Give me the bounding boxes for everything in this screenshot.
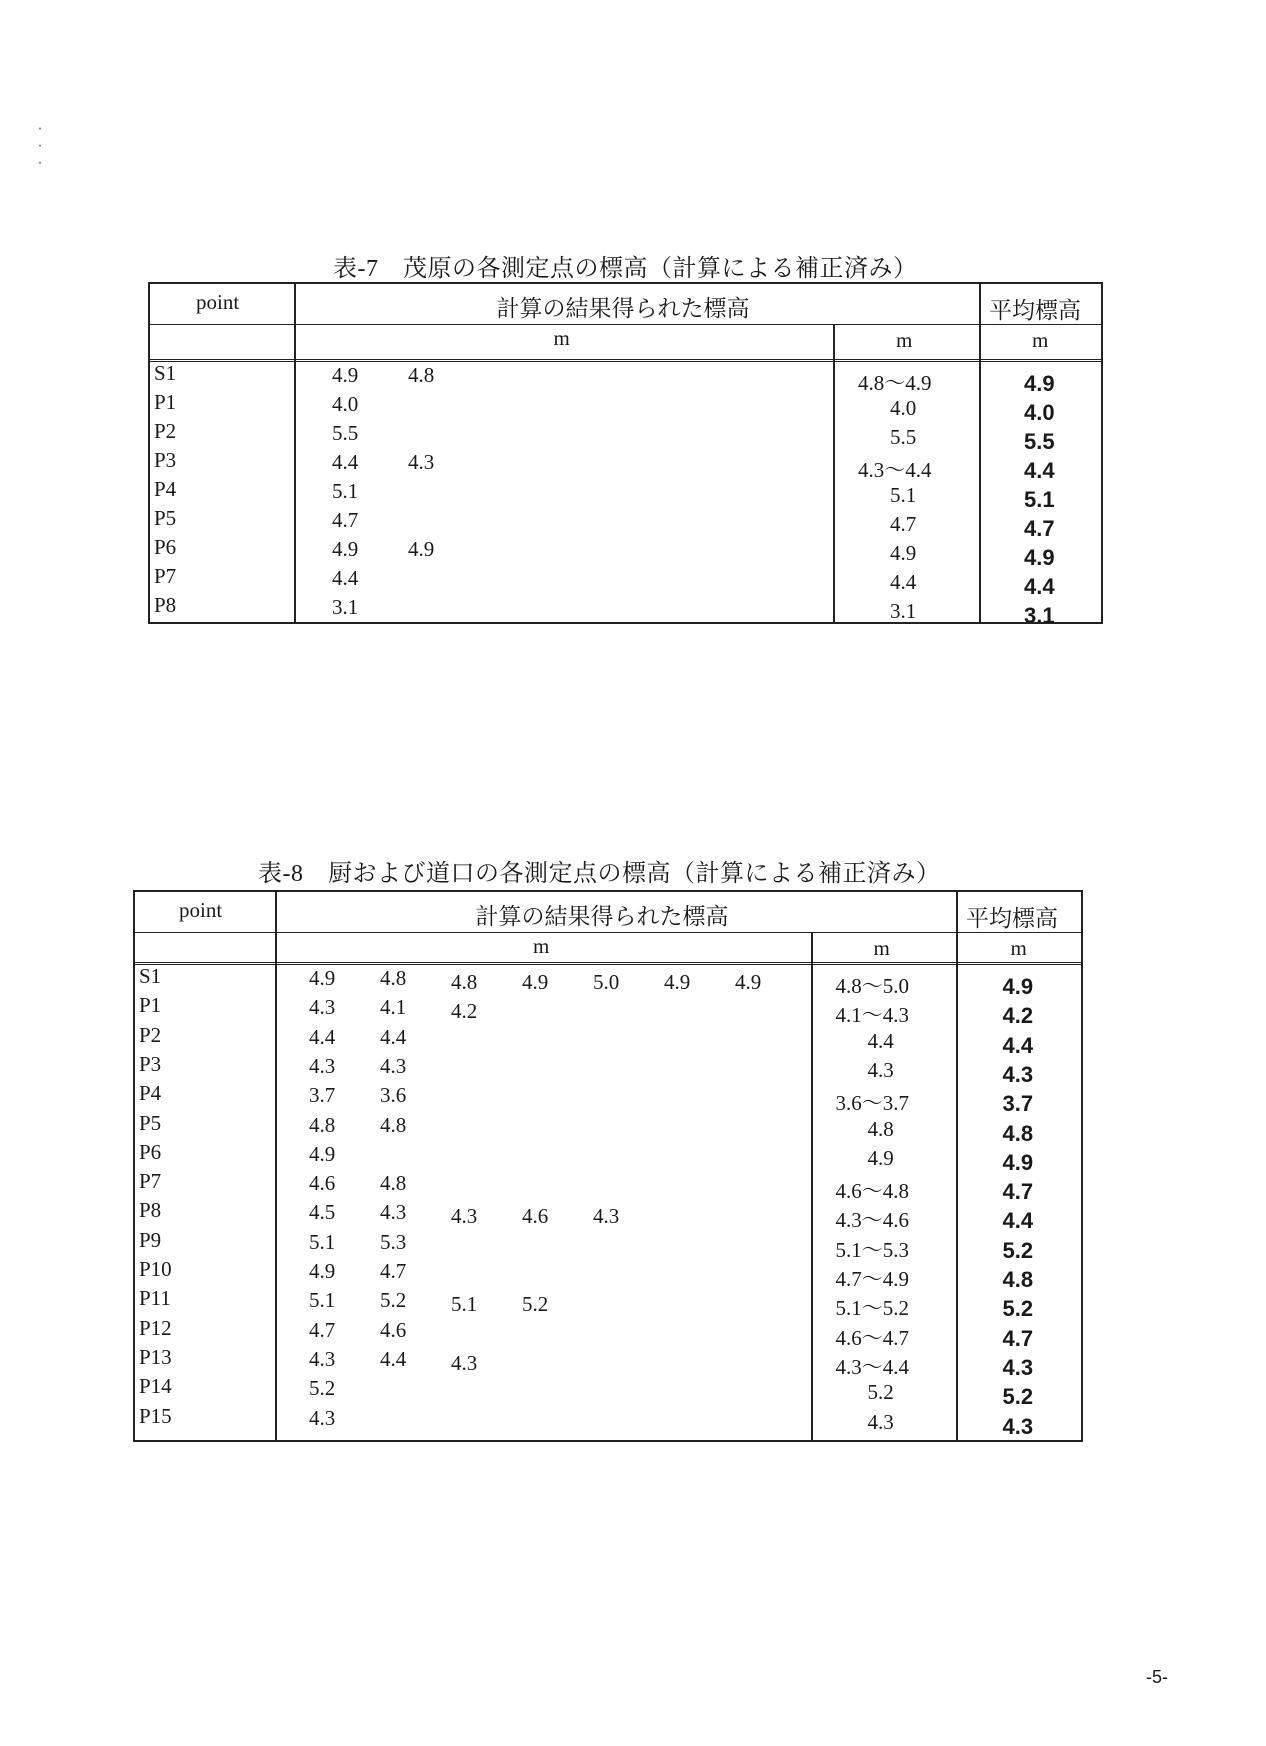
row-range: 4.9 (890, 541, 917, 565)
row-value: 4.9 (332, 363, 359, 387)
row-value: 4.9 (522, 970, 549, 994)
row-value: 5.1 (332, 479, 359, 503)
row-range: 4.8～5.0 (835, 974, 909, 998)
row-value: 4.7 (380, 1259, 407, 1283)
row-average: 4.4 (1024, 458, 1055, 483)
row-average: 4.3 (1002, 1413, 1034, 1439)
row-range: 4.3 (867, 1409, 894, 1434)
row-value: 4.3 (309, 1346, 336, 1371)
row-point-label: S1 (154, 361, 177, 385)
row-value: 3.1 (332, 595, 359, 619)
row-average: 4.2 (1002, 1003, 1034, 1029)
unit-calc: m (533, 934, 550, 958)
row-range: 4.3～4.6 (835, 1208, 909, 1233)
row-average: 4.9 (1024, 545, 1055, 570)
row-point-label: P9 (139, 1227, 162, 1252)
header-point: point (179, 898, 223, 922)
header-avg: 平均標高 (966, 906, 1058, 931)
row-point-label: P8 (154, 593, 177, 617)
row-range: 4.7～4.9 (835, 1267, 909, 1291)
row-range: 5.2 (867, 1380, 894, 1405)
row-point-label: P7 (139, 1169, 162, 1194)
row-average: 3.1 (1024, 603, 1055, 628)
row-range: 3.1 (890, 599, 917, 623)
header-bottom-line (150, 359, 1101, 362)
row-value: 5.2 (309, 1376, 336, 1401)
table-7 (148, 282, 1103, 628)
row-value: 4.4 (332, 566, 359, 590)
row-range: 5.1～5.2 (835, 1296, 909, 1321)
row-range: 4.8～4.9 (858, 371, 932, 395)
row-range: 5.1～5.3 (835, 1237, 909, 1262)
row-value: 4.8 (309, 1112, 336, 1137)
table-7-caption: 表-7 茂原の各測定点の標高（計算による補正済み） (333, 256, 918, 282)
header-calc: 計算の結果得られた標高 (475, 904, 729, 929)
row-value: 4.6 (309, 1171, 336, 1196)
row-value: 5.1 (451, 1292, 478, 1317)
row-range: 4.6～4.8 (835, 1179, 909, 1204)
row-point-label: P10 (139, 1257, 172, 1281)
margin-scan-mark: ・ ・ ・ (34, 122, 47, 170)
row-point-label: P6 (154, 535, 177, 559)
point-column-divider (275, 892, 277, 1440)
row-value: 4.6 (380, 1317, 407, 1342)
row-value: 4.6 (522, 1204, 549, 1229)
row-average: 4.4 (1002, 1208, 1034, 1234)
row-value: 4.3 (380, 1053, 407, 1078)
row-point-label: S1 (139, 964, 162, 988)
row-point-label: P15 (139, 1403, 172, 1428)
row-point-label: P1 (139, 993, 162, 1018)
row-value: 3.6 (380, 1083, 407, 1108)
row-value: 4.3 (408, 450, 435, 474)
row-value: 4.8 (380, 1112, 407, 1137)
row-range: 4.8 (867, 1116, 894, 1141)
row-average: 4.4 (1002, 1032, 1034, 1058)
row-value: 4.3 (309, 1405, 336, 1430)
row-value: 4.3 (451, 1204, 478, 1229)
row-value: 4.9 (309, 1141, 336, 1166)
avg-column-divider (956, 892, 958, 1440)
row-average: 4.9 (1002, 1149, 1034, 1175)
row-range: 4.3～4.4 (835, 1354, 909, 1379)
range-column-divider (833, 324, 835, 622)
row-value: 4.8 (380, 966, 407, 990)
row-average: 4.9 (1024, 371, 1055, 396)
row-average: 4.0 (1024, 400, 1055, 425)
row-value: 4.7 (332, 508, 359, 532)
header-avg: 平均標高 (989, 298, 1081, 323)
row-average: 4.4 (1024, 574, 1055, 599)
row-value: 4.3 (451, 1350, 478, 1375)
row-point-label: P2 (139, 1022, 162, 1047)
row-value: 3.7 (309, 1083, 336, 1108)
row-value: 4.7 (309, 1317, 336, 1342)
row-range: 4.7 (890, 512, 917, 536)
row-range: 5.1 (890, 483, 917, 507)
row-average: 4.7 (1002, 1325, 1034, 1351)
row-value: 4.1 (380, 995, 407, 1020)
row-value: 4.8 (451, 970, 478, 994)
row-value: 5.2 (522, 1292, 549, 1317)
row-point-label: P1 (154, 390, 177, 414)
row-value: 5.3 (380, 1229, 407, 1254)
header-calc: 計算の結果得られた標高 (496, 296, 750, 321)
point-column-divider (294, 284, 296, 622)
row-average: 3.7 (1002, 1091, 1034, 1117)
row-range: 4.3～4.4 (858, 458, 932, 482)
row-range: 4.4 (890, 570, 917, 594)
row-value: 4.9 (408, 537, 435, 561)
row-point-label: P4 (139, 1081, 162, 1106)
row-range: 4.1～4.3 (835, 1003, 909, 1028)
row-range: 4.6～4.7 (835, 1325, 909, 1350)
row-average: 5.5 (1024, 429, 1055, 454)
row-point-label: P8 (139, 1198, 162, 1223)
row-range: 5.5 (890, 425, 917, 449)
row-point-label: P12 (139, 1315, 172, 1340)
unit-range: m (873, 936, 890, 960)
unit-avg: m (1010, 936, 1027, 960)
row-range: 3.6～3.7 (835, 1091, 909, 1116)
row-value: 4.9 (735, 970, 762, 994)
header-divider-line (150, 324, 1101, 325)
row-value: 5.0 (593, 970, 620, 994)
row-average: 4.3 (1002, 1061, 1034, 1087)
range-column-divider (811, 932, 813, 1440)
row-range: 4.3 (867, 1057, 894, 1082)
row-value: 4.4 (380, 1346, 407, 1371)
row-value: 4.9 (309, 1259, 336, 1283)
row-point-label: P6 (139, 1139, 162, 1164)
row-value: 4.9 (332, 537, 359, 561)
row-average: 4.8 (1002, 1120, 1034, 1146)
row-value: 4.8 (380, 1171, 407, 1196)
table-8 (133, 890, 1083, 1442)
row-value: 4.4 (309, 1024, 336, 1049)
unit-calc: m (553, 326, 570, 350)
row-range: 4.4 (867, 1028, 894, 1053)
row-value: 4.3 (309, 1053, 336, 1078)
row-value: 4.9 (309, 966, 336, 990)
row-average: 4.3 (1002, 1354, 1034, 1380)
row-point-label: P2 (154, 419, 177, 443)
row-range: 4.0 (890, 396, 917, 420)
row-point-label: P14 (139, 1374, 172, 1399)
row-average: 5.2 (1002, 1384, 1034, 1410)
header-point: point (196, 290, 240, 314)
avg-column-divider (979, 284, 981, 622)
row-average: 4.9 (1002, 974, 1034, 999)
row-value: 4.3 (309, 995, 336, 1020)
row-average: 5.2 (1002, 1296, 1034, 1322)
row-point-label: P5 (154, 506, 177, 530)
row-average: 4.8 (1002, 1267, 1034, 1292)
row-point-label: P4 (154, 477, 177, 501)
unit-avg: m (1032, 328, 1049, 352)
row-value: 4.4 (332, 450, 359, 474)
row-value: 5.2 (380, 1288, 407, 1313)
row-value: 4.5 (309, 1200, 336, 1225)
row-value: 4.4 (380, 1024, 407, 1049)
table-8-caption: 表-8 厨および道口の各測定点の標高（計算による補正済み） (258, 861, 941, 887)
row-value: 5.1 (309, 1288, 336, 1313)
unit-range: m (896, 328, 913, 352)
row-point-label: P7 (154, 564, 177, 588)
row-point-label: P11 (139, 1286, 171, 1311)
row-value: 5.1 (309, 1229, 336, 1254)
row-value: 4.2 (451, 999, 478, 1024)
row-average: 5.1 (1024, 487, 1055, 512)
row-point-label: P3 (139, 1051, 162, 1076)
row-value: 4.8 (408, 363, 435, 387)
row-point-label: P13 (139, 1344, 172, 1369)
row-value: 5.5 (332, 421, 359, 445)
row-value: 4.0 (332, 392, 359, 416)
page-number: -5- (1146, 1667, 1168, 1687)
row-point-label: P3 (154, 448, 177, 472)
row-average: 4.7 (1002, 1179, 1034, 1205)
row-average: 4.7 (1024, 516, 1055, 541)
row-average: 5.2 (1002, 1237, 1034, 1263)
row-value: 4.3 (593, 1204, 620, 1229)
row-range: 4.9 (867, 1145, 894, 1170)
row-value: 4.3 (380, 1200, 407, 1225)
row-point-label: P5 (139, 1110, 162, 1135)
row-value: 4.9 (664, 970, 691, 994)
